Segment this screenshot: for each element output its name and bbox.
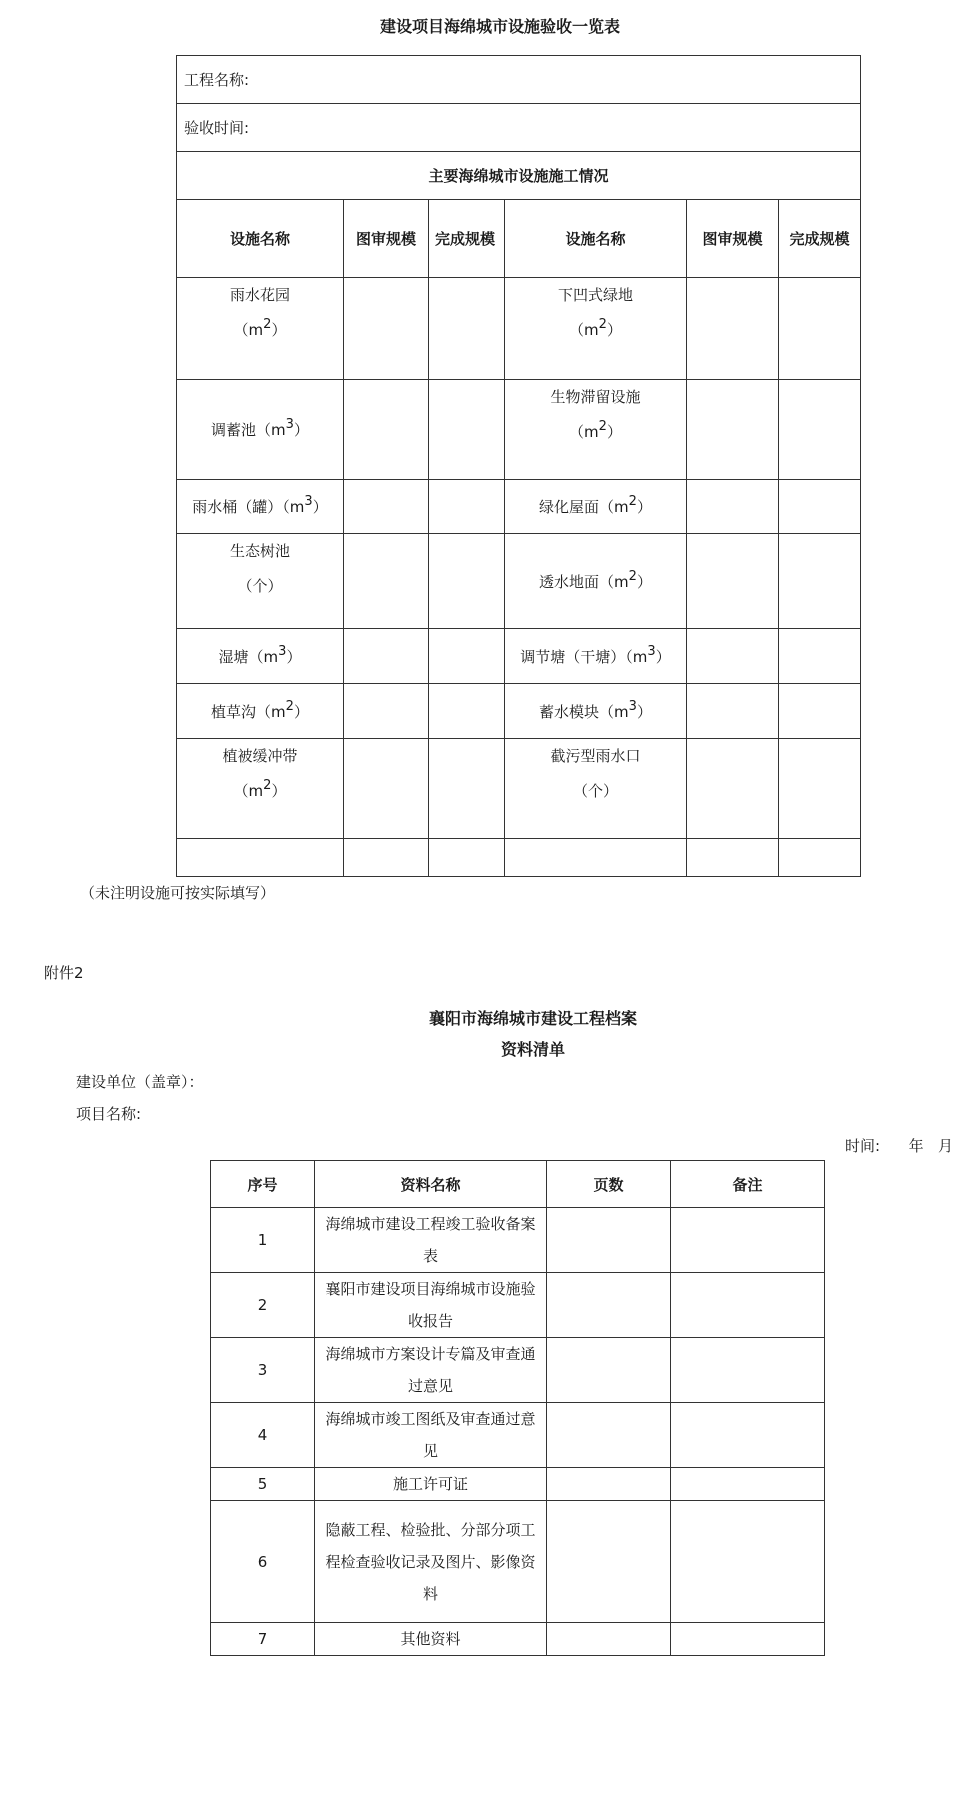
completed-scale-cell[interactable]	[779, 684, 861, 739]
completed-scale-cell[interactable]	[429, 534, 505, 629]
row-doc-name: 海绵城市建设工程竣工验收备案表	[315, 1208, 547, 1273]
completed-scale-cell[interactable]	[779, 278, 861, 380]
completed-scale-cell[interactable]	[429, 739, 505, 839]
facility-green-roof: 绿化屋面$(m^2)$	[505, 480, 687, 534]
facility-pollution-inlet: 截污型雨水口 （个）	[505, 739, 687, 839]
archive-list-table	[210, 1160, 825, 1656]
blank-cell[interactable]	[344, 839, 429, 877]
facility-storage-module: 蓄水模块$(m^3)$	[505, 684, 687, 739]
row-seq: 1	[211, 1208, 315, 1273]
facility-rain-garden: 雨水花园 $(m^2)$	[177, 278, 344, 380]
facility-vegetated-buffer: 植被缓冲带 $(m^2)$	[177, 739, 344, 839]
remarks-cell[interactable]	[671, 1273, 825, 1338]
header-approved-scale: 图审规模	[344, 200, 429, 278]
approved-scale-cell[interactable]	[344, 684, 429, 739]
approved-scale-cell[interactable]	[344, 480, 429, 534]
approved-scale-cell[interactable]	[687, 684, 779, 739]
completed-scale-cell[interactable]	[779, 380, 861, 480]
row-doc-name: 海绵城市竣工图纸及审查通过意见	[315, 1403, 547, 1468]
remarks-cell[interactable]	[671, 1208, 825, 1273]
row-seq: 7	[211, 1623, 315, 1656]
row-seq: 6	[211, 1501, 315, 1623]
completed-scale-cell[interactable]	[429, 684, 505, 739]
remarks-cell[interactable]	[671, 1623, 825, 1656]
form2-title: 襄阳市海绵城市建设工程档案	[428, 1009, 637, 1028]
facility-permeable-pavement: 透水地面$(m^2)$	[505, 534, 687, 629]
blank-cell[interactable]	[177, 839, 344, 877]
approved-scale-cell[interactable]	[687, 629, 779, 684]
row-doc-name: 襄阳市建设项目海绵城市设施验收报告	[315, 1273, 547, 1338]
section-title: 主要海绵城市设施施工情况	[177, 152, 861, 200]
header-remarks: 备注	[671, 1161, 825, 1208]
completed-scale-cell[interactable]	[779, 480, 861, 534]
completed-scale-cell[interactable]	[429, 380, 505, 480]
completed-scale-cell[interactable]	[429, 278, 505, 380]
blank-cell[interactable]	[687, 839, 779, 877]
construction-unit-label: 建设单位（盖章）：	[76, 1073, 204, 1091]
facility-storage-tank: 调蓄池$(m^3)$	[177, 380, 344, 480]
facility-bioretention: 生物滞留设施 $(m^2)$	[505, 380, 687, 480]
pages-cell[interactable]	[547, 1403, 671, 1468]
blank-cell[interactable]	[429, 839, 505, 877]
approved-scale-cell[interactable]	[344, 534, 429, 629]
row-doc-name: 隐蔽工程、检验批、分部分项工程检查验收记录及图片、影像资料	[315, 1501, 547, 1623]
blank-cell[interactable]	[779, 839, 861, 877]
row-doc-name: 海绵城市方案设计专篇及审查通过意见	[315, 1338, 547, 1403]
pages-cell[interactable]	[547, 1468, 671, 1501]
completed-scale-cell[interactable]	[779, 739, 861, 839]
row-doc-name: 施工许可证	[315, 1468, 547, 1501]
row-seq: 3	[211, 1338, 315, 1403]
header-seq: 序号	[211, 1161, 315, 1208]
facility-sunken-greenbelt: 下凹式绿地 $(m^2)$	[505, 278, 687, 380]
completed-scale-cell[interactable]	[429, 629, 505, 684]
row-doc-name: 其他资料	[315, 1623, 547, 1656]
date-label: 时间: 年 月	[845, 1137, 953, 1155]
approved-scale-cell[interactable]	[687, 534, 779, 629]
approved-scale-cell[interactable]	[344, 629, 429, 684]
blank-cell[interactable]	[505, 839, 687, 877]
header-completed-scale-2: 完成规模	[779, 200, 861, 278]
pages-cell[interactable]	[547, 1338, 671, 1403]
facility-grass-swale: 植草沟$(m^2)$	[177, 684, 344, 739]
form1-title: 建设项目海绵城市设施验收一览表	[379, 17, 620, 36]
pages-cell[interactable]	[547, 1501, 671, 1623]
pages-cell[interactable]	[547, 1208, 671, 1273]
row-seq: 2	[211, 1273, 315, 1338]
form2-subtitle: 资料清单	[500, 1040, 565, 1059]
approved-scale-cell[interactable]	[687, 739, 779, 839]
project-name-label-2: 项目名称:	[76, 1105, 142, 1123]
header-doc-name: 资料名称	[315, 1161, 547, 1208]
approved-scale-cell[interactable]	[344, 278, 429, 380]
row-seq: 4	[211, 1403, 315, 1468]
pages-cell[interactable]	[547, 1273, 671, 1338]
header-approved-scale-2: 图审规模	[687, 200, 779, 278]
header-facility-name-2: 设施名称	[505, 200, 687, 278]
remarks-cell[interactable]	[671, 1468, 825, 1501]
remarks-cell[interactable]	[671, 1338, 825, 1403]
project-name-label: 工程名称:	[184, 71, 250, 89]
completed-scale-cell[interactable]	[779, 629, 861, 684]
completed-scale-cell[interactable]	[429, 480, 505, 534]
remarks-cell[interactable]	[671, 1501, 825, 1623]
facility-dry-pond: 调节塘（干塘）$(m^3)$	[505, 629, 687, 684]
facility-acceptance-table	[176, 55, 861, 877]
row-seq: 5	[211, 1468, 315, 1501]
remarks-cell[interactable]	[671, 1403, 825, 1468]
inspection-time-field[interactable]	[177, 104, 861, 152]
project-name-field[interactable]	[177, 56, 861, 104]
facility-tree-pit: 生态树池 （个）	[177, 534, 344, 629]
approved-scale-cell[interactable]	[344, 739, 429, 839]
pages-cell[interactable]	[547, 1623, 671, 1656]
table-note: （未注明设施可按实际填写）	[80, 884, 276, 902]
header-pages: 页数	[547, 1161, 671, 1208]
attachment-label: 附件2	[44, 964, 84, 982]
header-completed-scale: 完成规模	[429, 200, 505, 278]
facility-wet-pond: 湿塘$(m^3)$	[177, 629, 344, 684]
approved-scale-cell[interactable]	[344, 380, 429, 480]
approved-scale-cell[interactable]	[687, 380, 779, 480]
completed-scale-cell[interactable]	[779, 534, 861, 629]
header-facility-name: 设施名称	[177, 200, 344, 278]
facility-rain-barrel: 雨水桶（罐）$(m^3)$	[177, 480, 344, 534]
approved-scale-cell[interactable]	[687, 480, 779, 534]
inspection-time-label: 验收时间:	[184, 119, 250, 137]
approved-scale-cell[interactable]	[687, 278, 779, 380]
